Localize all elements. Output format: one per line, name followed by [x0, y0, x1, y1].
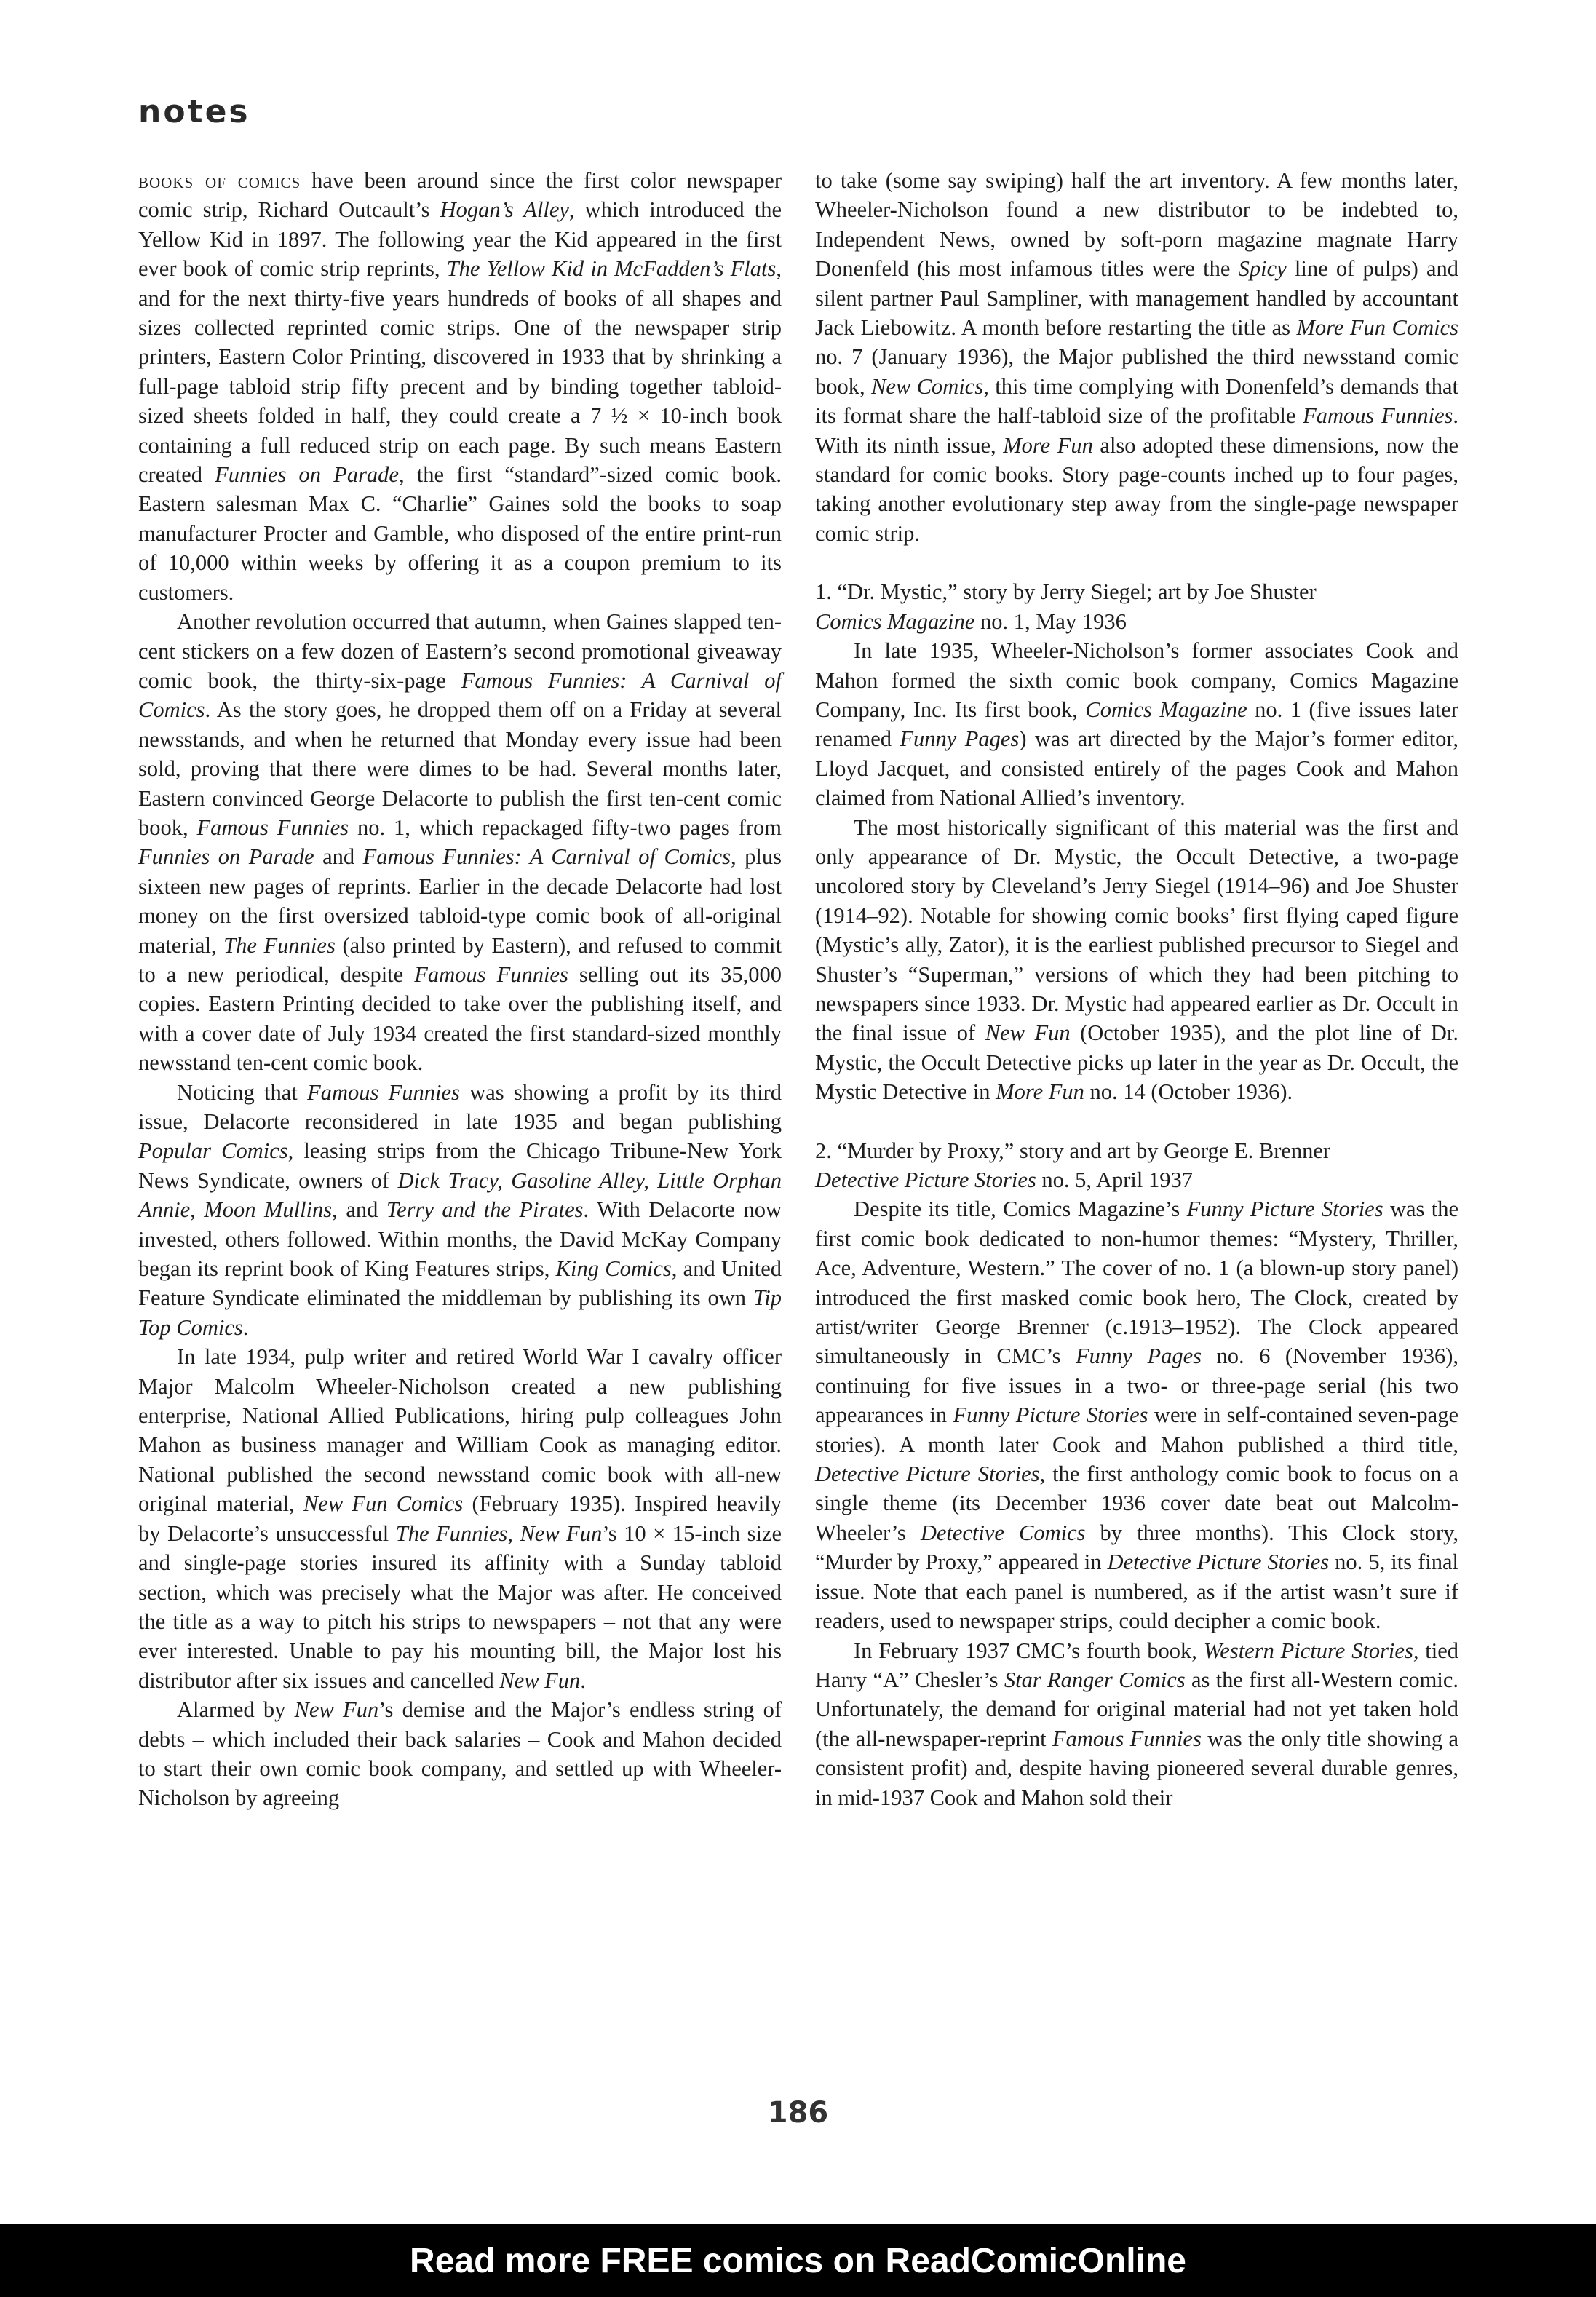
paragraph: The most historically significant of this material was the first and only appearance of Dr. Mystic, the Occult Detective, a two-page uncolored story by Cleveland’s Jerry Siegel (1914–96) and Joe Shuster (1914–92). Notable for showing comic books’ first flying caped figure (Mystic’s ally, Zator), it is the earliest published precursor to Siegel and Shuster’s “Superman,” versions of which they had been pitching to newspapers since 1933. Dr. Mystic had appeared earlier as Dr. Occult in the final issue of New Fun (October 1935), and the plot line of Dr. Mystic, the Occult Detective picks up later in the year as Dr. Occult, the Mystic Detective in More Fun no. 14 (October 1936). [815, 814, 1459, 1105]
note-subtitle: Comics Magazine no. 1, May 1936 [815, 608, 1127, 634]
page-number: 186 [767, 2096, 829, 2130]
promo-banner-text[interactable]: Read more FREE comics on ReadComicOnline [410, 2241, 1186, 2280]
promo-banner[interactable] [0, 2224, 1596, 2297]
paragraph: books of comics have been around since the first color newspaper comic strip, Richard Outcault’s Hogan’s Alley, which introduced the Yellow Kid in 1897. The following year the Kid appeared in the first ever book of comic strip reprints, The Yellow Kid in McFadden’s Flats, and for the next thirty-five years hundreds of books of all shapes and sizes collected reprinted comic strips. One of the newspaper strip printers, Eastern Color Printing, discovered in 1933 that by shrinking a full-page tabloid strip fifty precent and by binding together tabloid-sized sheets folded in half, they could create a 7 ½ × 10-inch book containing a full reduced strip on each page. By such means Eastern created Funnies on Parade, the first “standard”-sized comic book. Eastern salesman Max C. “Charlie” Gaines sold the books to soap manufacturer Procter and Gamble, who disposed of the entire print-run of 10,000 within weeks by offering it as a coupon premium to its customers. [138, 168, 782, 605]
paragraph: Despite its title, Comics Magazine’s Funny Picture Stories was the first comic book dedicated to non-humor themes: “Mystery, Thriller, Ace, Adventure, Western.” The cover of no. 1 (a blown-up story panel) introduced the first masked comic book hero, The Clock, created by artist/writer George Brenner (c.1913–1952). The Clock appeared simultaneously in CMC’s Funny Pages no. 6 (November 1936), continuing for five issues in a two- or three-page serial (his two appearances in Funny Picture Stories were in self-contained seven-page stories). A month later Cook and Mahon published a third title, Detective Picture Stories, the first anthology comic book to focus on a single theme (its December 1936 cover date beat out Malcolm-Wheeler’s Detective Comics by three months). This Clock story, “Murder by Proxy,” appeared in Detective Picture Stories no. 5, its final issue. Note that each panel is numbered, as if the artist wasn’t sure if readers, used to newspaper strips, could decipher a comic book. [815, 1197, 1459, 1634]
paragraph: In February 1937 CMC’s fourth book, Western Picture Stories, tied Harry “A” Chesler’s Star Ranger Comics as the first all-Western comic. Unfortunately, the demand for original material had not yet taken hold (the all-newspaper-reprint Famous Funnies was the only title showing a consistent profit) and, despite having pioneered several durable genres, in mid-1937 Cook and Mahon sold their [815, 1638, 1458, 1810]
note-title: 1. “Dr. Mystic,” story by Jerry Siegel; art by Joe Shuster [815, 579, 1317, 605]
right-column [815, 166, 1458, 1812]
left-column [138, 166, 782, 1813]
paragraph: Another revolution occurred that autumn, when Gaines slapped ten-cent stickers on a few dozen of Eastern’s second promotional giveaway comic book, the thirty-six-page Famous Funnies: A Carnival of Comics. As the story goes, he dropped them off on a Friday at several newsstands, and when he returned that Monday every issue had been sold, proving that there were dimes to be had. Several months later, Eastern convinced George Delacorte to publish the first ten-cent comic book, Famous Funnies no. 1, which repackaged fifty-two pages from Funnies on Parade and Famous Funnies: A Carnival of Comics, plus sixteen new pages of reprints. Earlier in the decade Delacorte had lost money on the first oversized tabloid-type comic book of all-original material, The Funnies (also printed by Eastern), and refused to commit to a new periodical, despite Famous Funnies selling out its 35,000 copies. Eastern Printing decided to take over the publishing itself, and with a cover date of July 1934 created the first standard-sized monthly newsstand ten-cent comic book. [138, 609, 782, 1076]
section-heading: notes [138, 93, 250, 130]
note-title: 2. “Murder by Proxy,” story and art by George E. Brenner [815, 1138, 1331, 1163]
paragraph: In late 1934, pulp writer and retired World War I cavalry officer Major Malcolm Wheeler-Nicholson created a new publishing enterprise, National Allied Publications, hiring pulp colleagues John Mahon as business manager and William Cook as managing editor. National published the second newsstand comic book with all-new original material, New Fun Comics (February 1935). Inspired heavily by Delacorte’s unsuccessful The Funnies, New Fun’s 10 × 15-inch size and single-page stories insured its affinity with a Sunday tabloid section, which was precisely what the Major was after. He conceived the title as a way to pitch his strips to newspapers – not that any were ever interested. Unable to pay his mounting bill, the Major lost his distributor after six issues and cancelled New Fun. [138, 1344, 782, 1693]
paragraph: to take (some say swiping) half the art inventory. A few months later, Wheeler-Nicholson found a new distributor to be indebted to, Independent News, owned by soft-porn magazine magnate Harry Donenfeld (his most infamous titles were the Spicy line of pulps) and silent partner Paul Sampliner, with management handled by accountant Jack Liebowitz. A month before restarting the title as More Fun Comics no. 7 (January 1936), the Major published the third newsstand comic book, New Comics, this time complying with Donenfeld’s demands that its format share the half-tabloid size of the profitable Famous Funnies. With its ninth issue, More Fun also adopted these dimensions, now the standard for comic books. Story page-counts inched up to four pages, taking another evolutionary step away from the single-page newspaper comic strip. [815, 168, 1459, 546]
paragraph: In late 1935, Wheeler-Nicholson’s former associates Cook and Mahon formed the sixth comic book company, Comics Magazine Company, Inc. Its first book, Comics Magazine no. 1 (five issues later renamed Funny Pages) was art directed by the Major’s former editor, Lloyd Jacquet, and consisted entirely of the pages Cook and Mahon claimed from National Allied’s inventory. [815, 638, 1458, 811]
note-subtitle: Detective Picture Stories no. 5, April 1937 [815, 1167, 1193, 1192]
paragraph: Alarmed by New Fun’s demise and the Major’s endless string of debts – which included their back salaries – Cook and Mahon decided to start their own comic book company, and settled up with Wheeler-Nicholson by agreeing [138, 1697, 782, 1811]
paragraph: Noticing that Famous Funnies was showing a profit by its third issue, Delacorte reconsidered in late 1935 and began publishing Popular Comics, leasing strips from the Chicago Tribune-New York News Syndicate, owners of Dick Tracy, Gasoline Alley, Little Orphan Annie, Moon Mullins, and Terry and the Pirates. With Delacorte now invested, others followed. Within months, the David McKay Company began its reprint book of King Features strips, King Comics, and United Feature Syndicate eliminated the middleman by publishing its own Tip Top Comics. [138, 1079, 782, 1340]
